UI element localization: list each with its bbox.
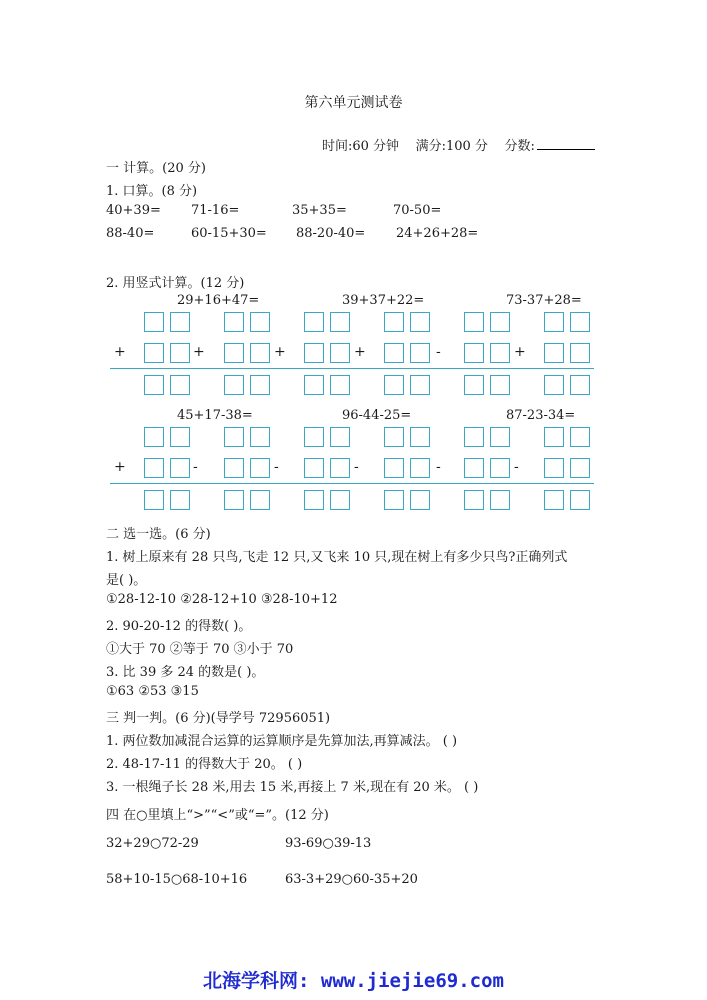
digit-box[interactable] [250, 490, 270, 510]
judge-q1: 1. 两位数加减混合运算的运算顺序是先算加法,再算减法。 ( ) [106, 734, 458, 749]
time-label: 时间:60 分钟 [322, 139, 400, 154]
digit-box[interactable] [330, 312, 350, 332]
vertical-problem-4: 45+17-38= [177, 408, 253, 423]
digit-box[interactable] [250, 458, 270, 478]
digit-box[interactable] [464, 427, 484, 447]
digit-box[interactable] [490, 343, 510, 363]
digit-box[interactable] [304, 343, 324, 363]
q2-heading: 2. 用竖式计算。(12 分) [106, 276, 245, 291]
digit-box[interactable] [490, 427, 510, 447]
choice-q3: 3. 比 39 多 24 的数是( )。 [106, 665, 265, 680]
choice-q1-options: ①28-12-10 ②28-12+10 ③28-10+12 [106, 592, 338, 607]
q1-heading: 1. 口算。(8 分) [106, 184, 198, 199]
digit-box[interactable] [304, 427, 324, 447]
section4-heading: 四 在○里填上“>”“<”或“=”。(12 分) [106, 808, 329, 823]
operator-sign: - [436, 344, 441, 360]
page-title: 第六单元测试卷 [304, 95, 403, 111]
digit-box[interactable] [410, 375, 430, 395]
digit-box[interactable] [464, 312, 484, 332]
digit-box[interactable] [410, 343, 430, 363]
operator-sign: + [193, 344, 205, 360]
digit-box[interactable] [544, 427, 564, 447]
operator-sign: + [514, 344, 526, 360]
choice-q1-line1: 1. 树上原来有 28 只鸟,飞走 12 只,又飞来 10 只,现在树上有多少只鸟?正确列式 [106, 550, 568, 565]
digit-box[interactable] [330, 458, 350, 478]
digit-box[interactable] [464, 343, 484, 363]
vertical-problem-5: 96-44-25= [342, 408, 412, 423]
digit-box[interactable] [330, 427, 350, 447]
digit-box[interactable] [144, 375, 164, 395]
section1-heading: 一 计算。(20 分) [106, 161, 206, 176]
digit-box[interactable] [570, 343, 590, 363]
choice-q2-options: ①大于 70 ②等于 70 ③小于 70 [106, 642, 294, 657]
digit-box[interactable] [384, 312, 404, 332]
choice-q1-line2: 是( )。 [106, 573, 147, 588]
compare-item: 93-69○39-13 [285, 836, 372, 851]
operator-sign: + [114, 344, 126, 360]
full-score-label: 满分:100 分 [415, 139, 488, 154]
digit-box[interactable] [570, 375, 590, 395]
digit-box[interactable] [144, 312, 164, 332]
digit-box[interactable] [144, 427, 164, 447]
digit-box[interactable] [384, 427, 404, 447]
digit-box[interactable] [170, 490, 190, 510]
digit-box[interactable] [570, 490, 590, 510]
compare-item: 32+29○72-29 [106, 836, 199, 851]
vertical-problem-3: 73-37+28= [506, 293, 582, 308]
digit-box[interactable] [224, 312, 244, 332]
digit-box[interactable] [464, 490, 484, 510]
digit-box[interactable] [464, 458, 484, 478]
judge-q2: 2. 48-17-11 的得数大于 20。 ( ) [106, 757, 303, 772]
digit-box[interactable] [490, 375, 510, 395]
mental-math-row-1 [0, 203, 707, 221]
digit-box[interactable] [224, 343, 244, 363]
choice-q2: 2. 90-20-12 的得数( )。 [106, 619, 252, 634]
digit-box[interactable] [410, 312, 430, 332]
digit-box[interactable] [224, 375, 244, 395]
digit-box[interactable] [224, 458, 244, 478]
mental-math-item: 60-15+30= [191, 226, 267, 241]
digit-box[interactable] [384, 490, 404, 510]
mental-math-row-2 [0, 226, 707, 244]
digit-box[interactable] [490, 490, 510, 510]
digit-box[interactable] [144, 343, 164, 363]
digit-box[interactable] [170, 312, 190, 332]
digit-box[interactable] [330, 490, 350, 510]
digit-box[interactable] [170, 427, 190, 447]
mental-math-item: 35+35= [292, 203, 347, 218]
digit-box[interactable] [384, 343, 404, 363]
exam-header-info [322, 135, 595, 154]
operator-sign: + [274, 344, 286, 360]
operator-sign: + [114, 459, 126, 475]
vertical-problem-1: 29+16+47= [177, 293, 260, 308]
digit-box[interactable] [490, 458, 510, 478]
score-label: 分数: [504, 139, 535, 154]
digit-box[interactable] [144, 458, 164, 478]
compare-item: 58+10-15○68-10+16 [106, 872, 248, 887]
mental-math-item: 24+26+28= [396, 226, 479, 241]
operator-sign: - [354, 459, 359, 475]
answer-line [110, 368, 594, 369]
digit-box[interactable] [384, 375, 404, 395]
digit-box[interactable] [410, 490, 430, 510]
vertical-problem-2: 39+37+22= [342, 293, 425, 308]
digit-box[interactable] [544, 343, 564, 363]
digit-box[interactable] [410, 427, 430, 447]
digit-box[interactable] [170, 343, 190, 363]
compare-item: 63-3+29○60-35+20 [285, 872, 418, 887]
digit-box[interactable] [250, 375, 270, 395]
operator-sign: - [514, 459, 519, 475]
digit-box[interactable] [544, 312, 564, 332]
vertical-problem-6: 87-23-34= [506, 408, 576, 423]
judge-q3: 3. 一根绳子长 28 米,用去 15 米,再接上 7 米,现在有 20 米。 ( ) [106, 780, 479, 795]
digit-box[interactable] [304, 490, 324, 510]
digit-box[interactable] [544, 375, 564, 395]
digit-box[interactable] [304, 458, 324, 478]
digit-box[interactable] [330, 343, 350, 363]
digit-box[interactable] [144, 490, 164, 510]
digit-box[interactable] [570, 312, 590, 332]
digit-box[interactable] [170, 458, 190, 478]
digit-box[interactable] [544, 490, 564, 510]
digit-box[interactable] [224, 427, 244, 447]
score-blank[interactable] [537, 137, 595, 150]
section2-heading: 二 选一选。(6 分) [106, 527, 211, 542]
mental-math-item: 71-16= [191, 203, 240, 218]
digit-box[interactable] [330, 375, 350, 395]
digit-box[interactable] [464, 375, 484, 395]
digit-box[interactable] [490, 312, 510, 332]
section3-heading: 三 判一判。(6 分)(导学号 72956051) [106, 711, 331, 726]
operator-sign: - [274, 459, 279, 475]
mental-math-item: 88-40= [106, 226, 155, 241]
mental-math-item: 40+39= [106, 203, 161, 218]
digit-box[interactable] [544, 458, 564, 478]
answer-line [110, 483, 594, 484]
digit-box[interactable] [570, 427, 590, 447]
digit-box[interactable] [250, 427, 270, 447]
mental-math-item: 70-50= [393, 203, 442, 218]
operator-sign: + [354, 344, 366, 360]
digit-box[interactable] [304, 375, 324, 395]
operator-sign: - [436, 459, 441, 475]
mental-math-item: 88-20-40= [296, 226, 366, 241]
digit-box[interactable] [304, 312, 324, 332]
footer-watermark: 北海学科网: www.jiejie69.com [203, 970, 504, 992]
operator-sign: - [193, 459, 198, 475]
choice-q3-options: ①63 ②53 ③15 [106, 684, 199, 699]
digit-box[interactable] [224, 490, 244, 510]
digit-box[interactable] [384, 458, 404, 478]
digit-box[interactable] [170, 375, 190, 395]
digit-box[interactable] [410, 458, 430, 478]
digit-box[interactable] [250, 343, 270, 363]
digit-box[interactable] [250, 312, 270, 332]
digit-box[interactable] [570, 458, 590, 478]
